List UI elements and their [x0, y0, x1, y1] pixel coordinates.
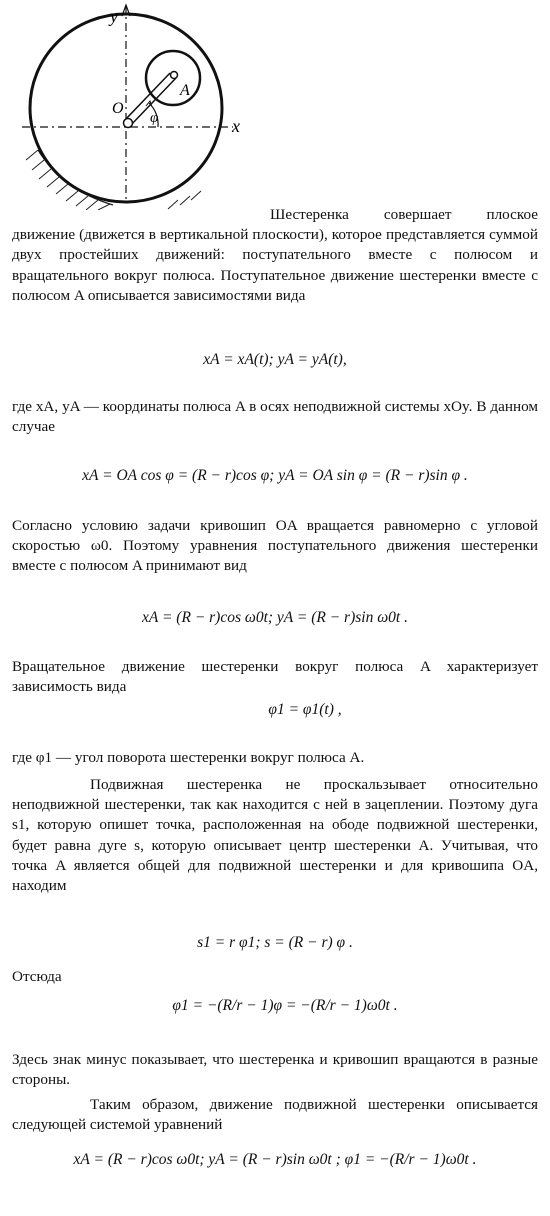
mechanism-figure	[18, 0, 268, 210]
paragraph-5: где φ1 — угол поворота шестеренки вокруг полюса A.	[12, 749, 365, 766]
equation-3: xA = (R − r)cos ω0t; yA = (R − r)sin ω0t .	[142, 609, 408, 626]
point-a-label: A	[180, 82, 190, 99]
angle-label: φ	[150, 110, 159, 126]
equation-2: xA = OA cos φ = (R − r)cos φ; yA = OA sin φ = (R − r)sin φ .	[82, 467, 468, 484]
equation-5: s1 = r φ1; s = (R − r) φ .	[197, 934, 353, 951]
point-o-label: O	[112, 100, 124, 117]
paragraph-6: Подвижная шестеренка не проскальзывает относительно неподвижной шестеренки, так как находится с ней в зацеплении. Поэтому дуга s1, которую опишет точка, расположенная на ободе подвижной шестеренки, будет равна дуге s, которую описывает центр шестеренки A. Учитывая, что точка A является общей для подвижной шестеренки и для кривошипа OA, находим	[12, 776, 538, 895]
paragraph-1: Шестеренка совершает плоское движение (движется в вертикальной плоскости), которое представляется суммой двух простейших движений: поступательного вместе с полюсом и вращательного вокруг полюса. Поступательное движение шестеренки вместе с полюсом A описывается зависимостями вида	[12, 206, 538, 304]
pivot-a-circle	[171, 72, 178, 79]
paragraph-9: Таким образом, движение подвижной шестеренки описывается следующей системой уравнений	[12, 1096, 538, 1134]
paragraph-4: Вращательное движение шестеренки вокруг полюса A характеризует зависимость вида	[12, 658, 538, 696]
paragraph-3: Согласно условию задачи кривошип OA вращается равномерно с угловой скоростью ω0. Поэтому уравнения поступательного движения шестеренки вместе с полюсом A принимают вид	[12, 517, 538, 575]
paragraph-2: где xA, yA — координаты полюса A в осях неподвижной системы xOy. В данном случае	[12, 398, 538, 436]
equation-7: xA = (R − r)cos ω0t; yA = (R − r)sin ω0t ; φ1 = −(R/r − 1)ω0t .	[73, 1151, 477, 1168]
equation-4: φ1 = φ1(t) ,	[268, 701, 342, 718]
axis-x-label: x	[232, 116, 240, 136]
paragraph-7: Отсюда	[12, 968, 62, 985]
pivot-o-circle	[124, 119, 133, 128]
equation-1: xA = xA(t); yA = yA(t),	[203, 351, 347, 368]
equation-6: φ1 = −(R/r − 1)φ = −(R/r − 1)ω0t .	[172, 997, 398, 1014]
paragraph-8: Здесь знак минус показывает, что шестеренка и кривошип вращаются в разные стороны.	[12, 1051, 538, 1089]
gear-crank-diagram	[18, 0, 268, 210]
axis-y-label: y	[110, 6, 118, 26]
